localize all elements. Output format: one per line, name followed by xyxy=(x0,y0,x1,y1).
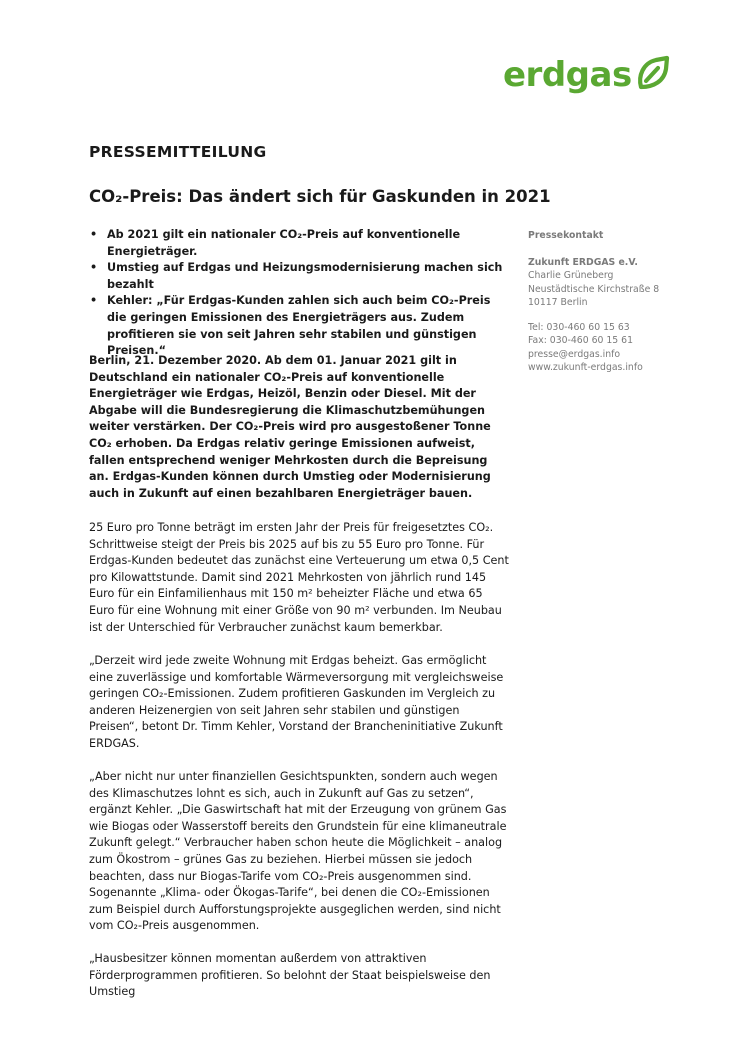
list-item: • Umstieg auf Erdgas und Heizungsmodernisierung machen sich bezahlt xyxy=(90,261,503,291)
paragraph-text: 25 Euro pro Tonne beträgt im ersten Jahr der Preis für freigesetztes CO₂. Schrittweise steigt der Preis bis 2025 auf bis zu 55 Euro pro Tonne. Für Erdgas-Kunden bedeutet das zunächst eine Verteuerung um etwa 0,5 Cent pro Kilowattstunde. Damit sind 2021 Mehrkosten von jährlich rund 145 Euro für ein Einfamilienhaus mit 150 m² beheizter Fläche und etwa 65 Euro für eine Wohnung mit einer Größe von 90 m² verbunden. Im Neubau ist der Unterschied für Verbraucher zunächst kaum bemerkbar. xyxy=(89,521,509,634)
document-headline: CO₂-Preis: Das ändert sich für Gaskunden in 2021 xyxy=(89,187,551,206)
key-points-list xyxy=(89,227,509,360)
press-contact-address xyxy=(528,256,728,310)
bullet-text: Ab 2021 gilt ein nationaler CO₂-Preis auf konventionelle Energieträger. xyxy=(107,228,461,258)
contact-name: Charlie Grüneberg xyxy=(528,270,614,282)
contact-fax: Fax: 030-460 60 15 61 xyxy=(528,335,633,347)
contact-street: Neustädtische Kirchstraße 8 xyxy=(528,283,660,295)
lead-paragraph xyxy=(89,353,509,502)
list-item: • Kehler: „Für Erdgas-Kunden zahlen sich auch beim CO₂-Preis die geringen Emissionen des Energieträgers aus. Zudem profitieren sie von seit Jahren sehr stabilen und günstigen Preisen.“ xyxy=(90,294,491,358)
contact-city: 10117 Berlin xyxy=(528,297,588,309)
document-kicker: PRESSEMITTEILUNG xyxy=(89,143,267,161)
press-contact-details xyxy=(528,321,728,375)
body-paragraph-1 xyxy=(89,520,509,636)
contact-organization: Zukunft ERDGAS e.V. xyxy=(528,257,638,268)
press-contact-heading xyxy=(528,229,728,242)
contact-email-link[interactable]: presse@erdgas.info xyxy=(528,348,621,360)
body-paragraph-2 xyxy=(89,653,509,753)
paragraph-text: „Aber nicht nur unter finanziellen Gesichtspunkten, sondern auch wegen des Klimaschutzes lohnt es sich, auch in Zukunft auf Gas zu setzen“, ergänzt Kehler. „Die Gaswirtschaft hat mit der Erzeugung von grünem Gas wie Biogas oder Wasserstoff bereits den Grundstein für eine klimaneutrale Zukunft gelegt.“ Verbraucher haben schon heute die Möglichkeit – analog zum Ökostrom – grünes Gas zu beziehen. Hierbei müssen sie jedoch beachten, dass nur Biogas-Tarife vom CO₂-Preis ausgenommen sind. Sogenannte „Klima- oder Ökogas-Tarife“, bei denen die CO₂-Emissionen zum Beispiel durch Aufforstungsprojekte ausgeglichen werden, sind nicht vom CO₂-Preis ausgenommen. xyxy=(89,770,507,933)
body-paragraph-4 xyxy=(89,951,509,1001)
press-contact-label: Pressekontakt xyxy=(528,230,604,241)
bullet-text: Umstieg auf Erdgas und Heizungsmodernisierung machen sich bezahlt xyxy=(107,261,503,291)
paragraph-text: „Hausbesitzer können momentan außerdem von attraktiven Förderprogrammen profitieren. So belohnt der Staat beispielsweise den Umstieg xyxy=(89,952,491,999)
logo-wordmark: erdgas xyxy=(503,54,632,95)
paragraph-text: „Derzeit wird jede zweite Wohnung mit Erdgas beheizt. Gas ermöglicht eine zuverlässige und komfortable Wärmeversorgung mit vergleichsweise geringen CO₂-Emissionen. Zudem profitieren Gaskunden im Vergleich zu anderen Heizenergien von seit Jahren sehr stabilen und günstigen Preisen“, betont Dr. Timm Kehler, Vorstand der Brancheninitiative Zukunft ERDGAS. xyxy=(89,654,504,750)
body-paragraph-3 xyxy=(89,769,509,935)
list-item: • Ab 2021 gilt ein nationaler CO₂-Preis auf konventionelle Energieträger. xyxy=(90,228,461,258)
contact-phone: Tel: 030-460 60 15 63 xyxy=(528,322,630,333)
contact-website-link[interactable]: www.zukunft-erdgas.info xyxy=(528,362,643,374)
erdgas-logo xyxy=(503,53,672,96)
lead-text: Berlin, 21. Dezember 2020. Ab dem 01. Januar 2021 gilt in Deutschland ein nationaler CO₂-Preis auf konventionelle Energieträger wie Erdgas, Heizöl, Benzin oder Diesel. Mit der Abgabe will die Bundesregierung die Klimaschutzbemühungen weiter verstärken. Der CO₂-Preis wird pro ausgestoßener Tonne CO₂ erhoben. Da Erdgas relativ geringe Emissionen aufweist, fallen entsprechend weniger Mehrkosten durch die Bepreisung an. Erdgas-Kunden können durch Umstieg oder Modernisierung auch in Zukunft auf einen bezahlbaren Energieträger bauen. xyxy=(89,354,491,500)
bullet-text: Kehler: „Für Erdgas-Kunden zahlen sich auch beim CO₂-Preis die geringen Emissionen des Energieträgers aus. Zudem profitieren sie von seit Jahren sehr stabilen und günstigen Preisen.“ xyxy=(107,294,491,358)
leaf-icon xyxy=(634,54,672,96)
